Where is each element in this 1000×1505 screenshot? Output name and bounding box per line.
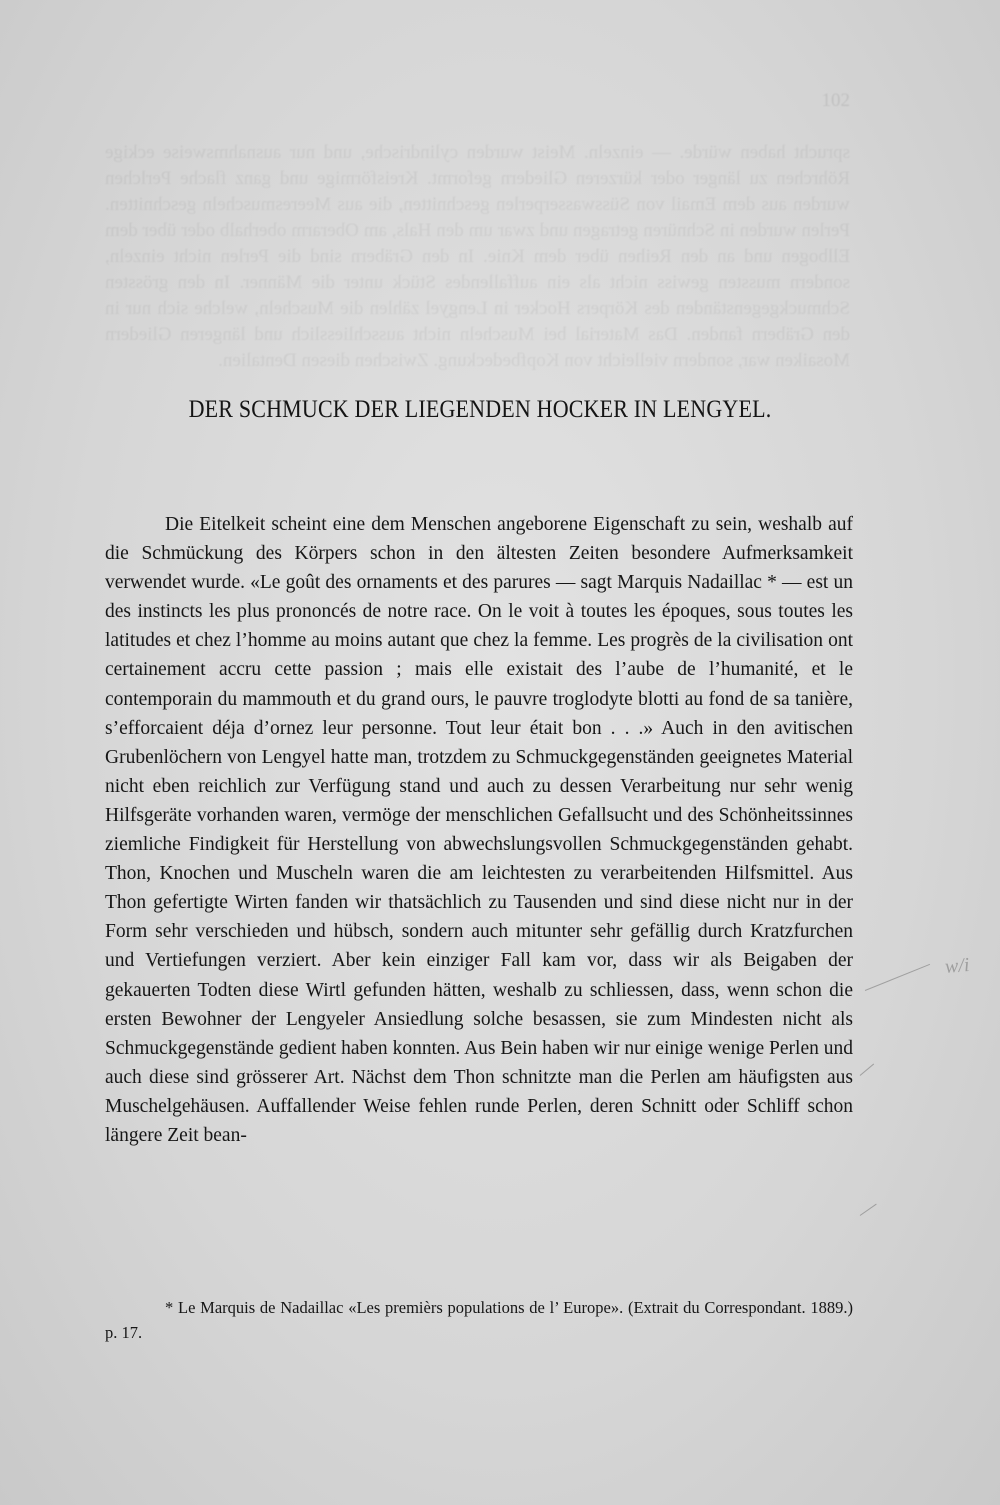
bleed-through-text: sprucht haben würde. — einzeln. Meist wurden cylindrische, und nur ausnahmsweise eckige Röhrchen zu länger oder kürzeren Gliedern geformt. Kreisförmige und ganz flache Perlchen wurden aus dem Email von Süsswasserperlen geschnitten, die aus Meeresmuscheln geschnitten. Perlen wurden in Schnüren getragen und zwar um den Hals, am Oberarm oberhalb oder über dem Ellbogen und an den Reihen über dem Knie. In den Gräbern sind die Perlen nicht einzeln, sondern mussten gewiss nicht als ein auffallendes Stück unter die Männer. In den grössten Schmuckgegenständen des Körpers Hocker in Lengyel zählen die Muscheln, welche sich nur in den Gräbern fanden. Das Material bei Muscheln nicht ausschliesslich und längeren Gliedern Mosaiken war, sondern vielleicht von Kopfbedeckung. Zwischen diesen Dentalien.: [105, 142, 850, 371]
pencil-mark-line: [865, 964, 930, 991]
footnote: * Le Marquis de Nadaillac «Les premièrs populations de l’ Europe». (Extrait du Correspondant. 1889.) p. 17.: [105, 1298, 853, 1342]
bleed-through-page-number: 102: [821, 90, 850, 111]
pencil-mark-line: [860, 1064, 874, 1076]
body-text: [105, 510, 853, 1150]
page-title: DER SCHMUCK DER LIEGENDEN HOCKER IN LENGYEL.: [188, 396, 772, 423]
handwritten-margin-note: w/i: [944, 953, 971, 979]
body-paragraph: Die Eitelkeit scheint eine dem Menschen angeborene Eigenschaft zu sein, weshalb auf die Schmückung des Körpers schon in den ältesten Zeiten besondere Aufmerksamkeit verwendet wurde. «Le goût des ornaments et des parures — sagt Marquis Nadaillac * — est un des instincts les plus prononcés de notre race. On le voit à toutes les époques, sous toutes les latitudes et chez l’homme au moins autant que chez la femme. Les progrès de la civilisation ont certainement accru cette passion ; mais elle existait des l’aube de l’humanité, et le contemporain du mammouth et du grand ours, le pauvre troglodyte blotti au fond de sa tanière, s’efforcaient déja d’ornez leur personne. Tout leur était bon . . .» Auch in den avitischen Grubenlöchern von Lengyel hatte man, trotzdem zu Schmuckgegenständen geeignetes Material nicht eben reichlich zur Verfügung stand und auch zu dessen Verarbeitung nur sehr wenig Hilfsgeräte vorhanden waren, vermöge der menschlichen Gefallsucht und des Schönheitssinnes ziemliche Findigkeit für Herstellung von abwechslungsvollen Schmuckgegenständen gehabt. Thon, Knochen und Muscheln waren die am leichtesten zu verarbeitenden Hilfsmittel. Aus Thon gefertigte Wirten fanden wir thatsächlich zu Tausenden und sind diese nicht nur in der Form sehr verschieden und hübsch, sondern auch mitunter sehr gefällig durch Kratzfurchen und Vertiefungen verziert. Aber kein einziger Fall kam vor, dass wir als Beigaben der gekauerten Todten diese Wirtl gefunden hätten, weshalb zu schliessen, dass, wenn schon die ersten Bewohner der Lengyeler Ansiedlung solche besassen, sie zum Mindesten nicht als Schmuckgegenstände gedient haben konnten. Aus Bein haben wir nur einige wenige Perlen und auch diese sind grösserer Art. Nächst dem Thon schnitzte man die Perlen am häufigsten aus Muschelgehäusen. Auffallender Weise fehlen runde Perlen, deren Schnitt oder Schliff schon längere Zeit bean-: [105, 514, 853, 1146]
pencil-mark-line: [860, 1204, 877, 1216]
